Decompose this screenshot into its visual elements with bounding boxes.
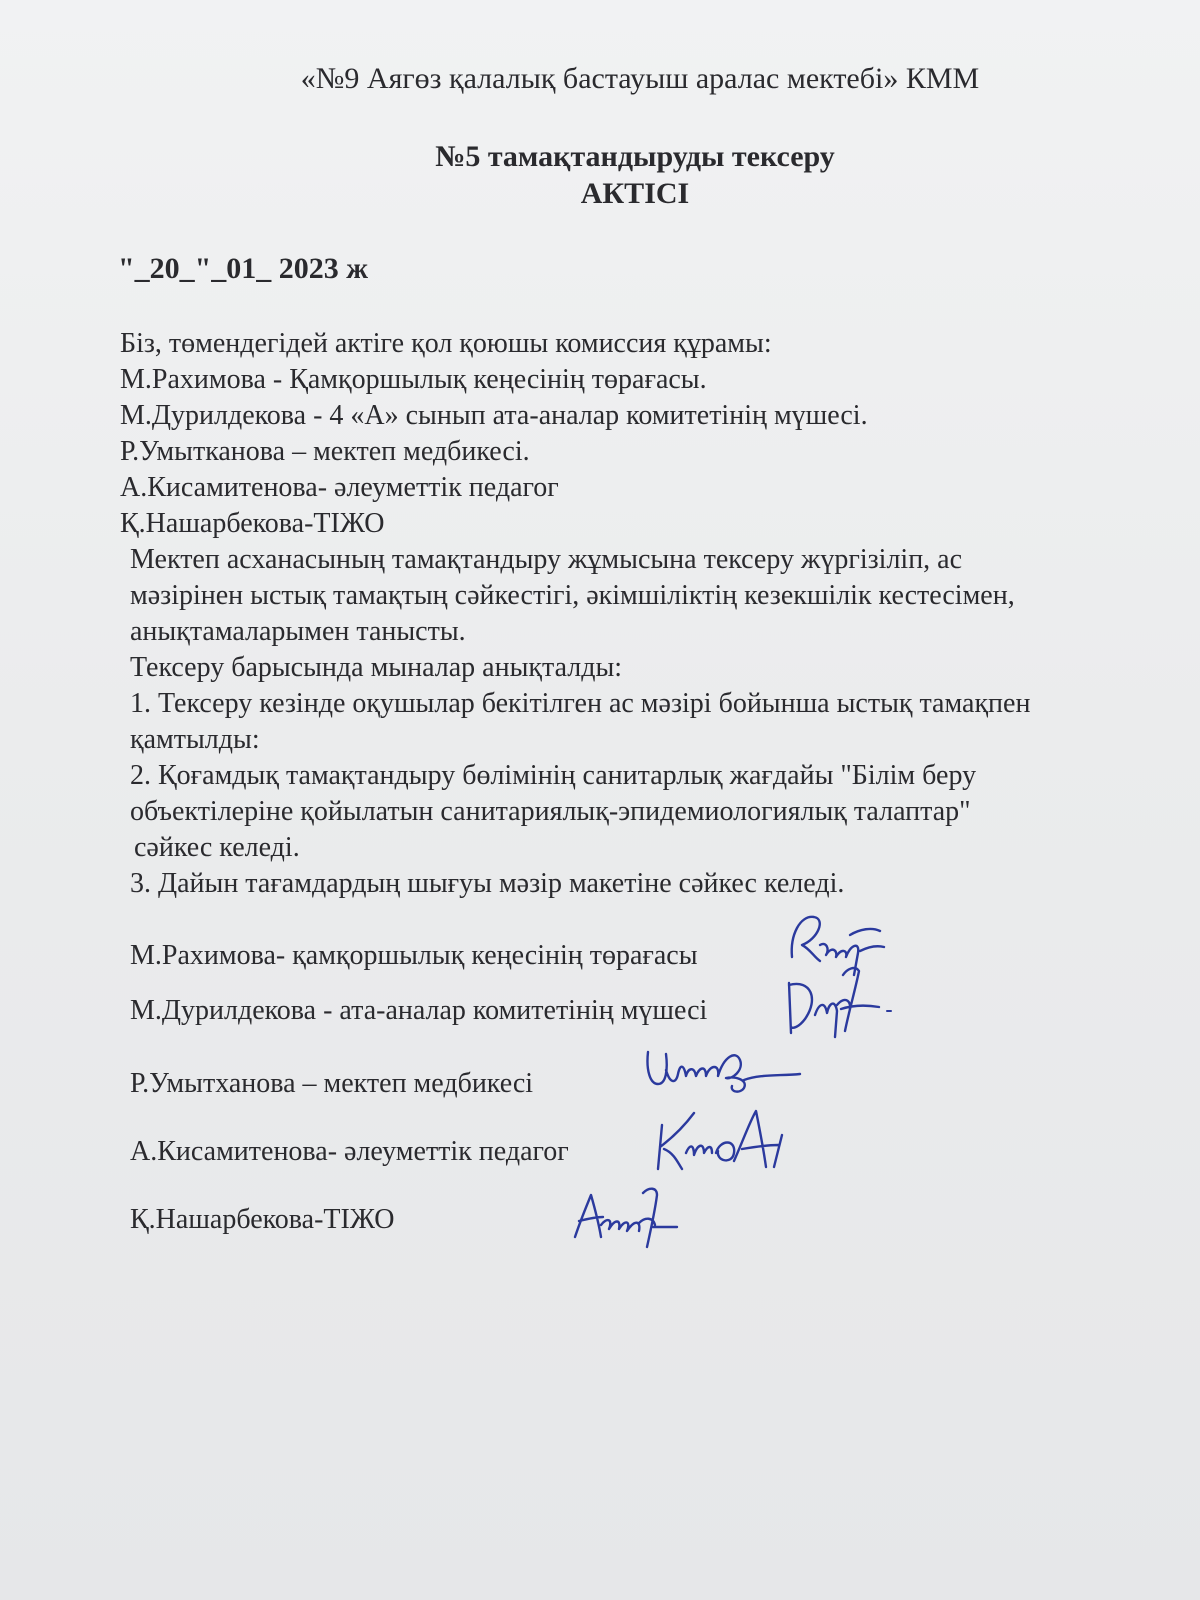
body-line: Р.Умытканова – мектеп медбикесі.: [120, 436, 530, 467]
handwritten-signature-icon: [565, 1175, 685, 1255]
body-line: 3. Дайын тағамдардың шығуы мәзір макетіне сәйкес келеді.: [130, 868, 845, 899]
body-line: қамтылды:: [130, 724, 260, 755]
document-date: "_20_"_01_ 2023 ж: [118, 252, 369, 285]
body-line: 1. Тексеру кезінде оқушылар бекітілген ас мәзірі бойынша ыстық тамақпен: [130, 688, 1031, 719]
body-line: Мектеп асханасының тамақтандыру жұмысына тексеру жүргізіліп, ас: [130, 544, 963, 575]
signature-label-nurse: Р.Умытханова – мектеп медбикесі: [130, 1068, 534, 1099]
signature-label-chair: М.Рахимова- қамқоршылық кеңесінің төрағасы: [130, 940, 698, 971]
body-line: А.Кисамитенова- әлеуметтік педагог: [120, 472, 559, 503]
document-title: №5 тамақтандыруды тексеру: [435, 140, 835, 173]
body-line: М.Рахимова - Қамқоршылық кеңесінің төрағасы.: [120, 364, 707, 395]
body-line: Қ.Нашарбекова-ТІЖО: [120, 508, 385, 539]
document-body: [120, 326, 1180, 902]
signature-label-parents-committee: М.Дурилдекова - ата-аналар комитетінің мүшесі: [130, 995, 708, 1026]
body-line: объектілеріне қойылатын санитариялық-эпидемиологиялық талаптар": [130, 796, 971, 827]
body-line: 2. Қоғамдық тамақтандыру бөлімінің санитарлық жағдайы "Білім беру: [130, 760, 977, 791]
signature-label-social-pedagogue: А.Кисамитенова- әлеуметтік педагог: [130, 1136, 569, 1167]
body-line: сәйкес келеді.: [134, 832, 300, 863]
body-line: Біз, төмендегідей актіге қол қоюшы комиссия құрамы:: [120, 328, 772, 359]
body-line: мәзірінен ыстық тамақтың сәйкестігі, әкімшіліктің кезекшілік кестесімен,: [130, 580, 1015, 611]
signature-label-tizho: Қ.Нашарбекова-ТІЖО: [130, 1204, 395, 1235]
handwritten-signature-icon: [650, 1095, 800, 1185]
body-line: М.Дурилдекова - 4 «А» сынып ата-аналар комитетінің мүшесі.: [120, 400, 868, 431]
document-title-act: АКТІСІ: [580, 177, 690, 210]
body-line: Тексеру барысында мыналар анықталды:: [130, 652, 623, 683]
body-line: анықтамаларымен танысты.: [130, 616, 466, 647]
organization-name: «№9 Аягөз қалалық бастауыш аралас мектебі» КММ: [300, 62, 980, 95]
